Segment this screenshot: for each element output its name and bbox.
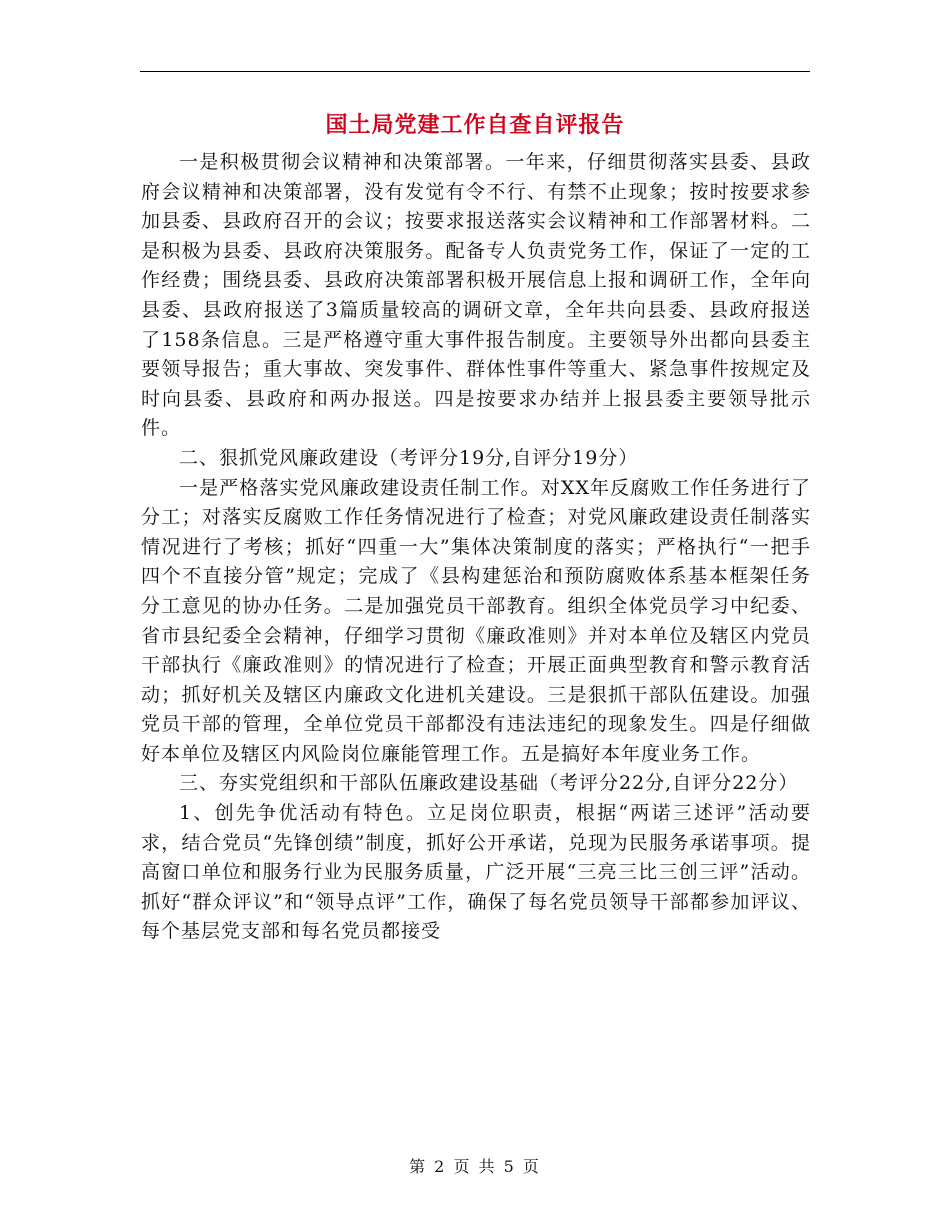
- section-heading-3: 三、夯实党组织和干部队伍廉政建设基础（考评分22分,自评分22分）: [179, 772, 799, 795]
- document-title: 国土局党建工作自查自评报告: [325, 113, 625, 138]
- document-body: [141, 148, 811, 947]
- paragraph-2: 一是严格落实党风廉政建设责任制工作。对XX年反腐败工作任务进行了分工；对落实反腐败工作任务情况进行了检查；对党风廉政建设责任制落实情况进行了考核；抓好“四重一大”集体决策制度的落实；严格执行“一把手四个不直接分管”规定；完成了《县构建惩治和预防腐败体系基本框架任务分工意见的协办任务。二是加强党员干部教育。组织全体党员学习中纪委、省市县纪委全会精神，仔细学习贯彻《廉政准则》并对本单位及辖区内党员干部执行《廉政准则》的情况进行了检查；开展正面典型教育和警示教育活动；抓好机关及辖区内廉政文化进机关建设。三是狠抓干部队伍建设。加强党员干部的管理，全单位党员干部都没有违法违纪的现象发生。四是仔细做好本单位及辖区内风险岗位廉能管理工作。五是搞好本年度业务工作。: [141, 476, 811, 765]
- paragraph-1: 一是积极贯彻会议精神和决策部署。一年来，仔细贯彻落实县委、县政府会议精神和决策部署，没有发觉有令不行、有禁不止现象；按时按要求参加县委、县政府召开的会议；按要求报送落实会议精神和工作部署材料。二是积极为县委、县政府决策服务。配备专人负责党务工作，保证了一定的工作经费；围绕县委、县政府决策部署积极开展信息上报和调研工作，全年向县委、县政府报送了3篇质量较高的调研文章，全年共向县委、县政府报送了158条信息。三是严格遵守重大事件报告制度。主要领导外出都向县委主要领导报告；重大事故、突发事件、群体性事件等重大、紧急事件按规定及时向县委、县政府和两办报送。四是按要求办结并上报县委主要领导批示件。: [141, 151, 811, 440]
- page-number-footer: 第 2 页 共 5 页: [409, 1157, 541, 1176]
- paragraph-3: 1、创先争优活动有特色。立足岗位职责，根据“两诺三述评”活动要求，结合党员“先锋创绩”制度，抓好公开承诺，兑现为民服务承诺事项。提高窗口单位和服务行业为民服务质量，广泛开展“三亮三比三创三评”活动。抓好“群众评议”和“领导点评”工作，确保了每名党员领导干部都参加评议、每个基层党支部和每名党员都接受: [141, 802, 811, 943]
- section-heading-2: 二、狠抓党风廉政建设（考评分19分,自评分19分）: [179, 446, 639, 469]
- header-rule: [140, 71, 810, 72]
